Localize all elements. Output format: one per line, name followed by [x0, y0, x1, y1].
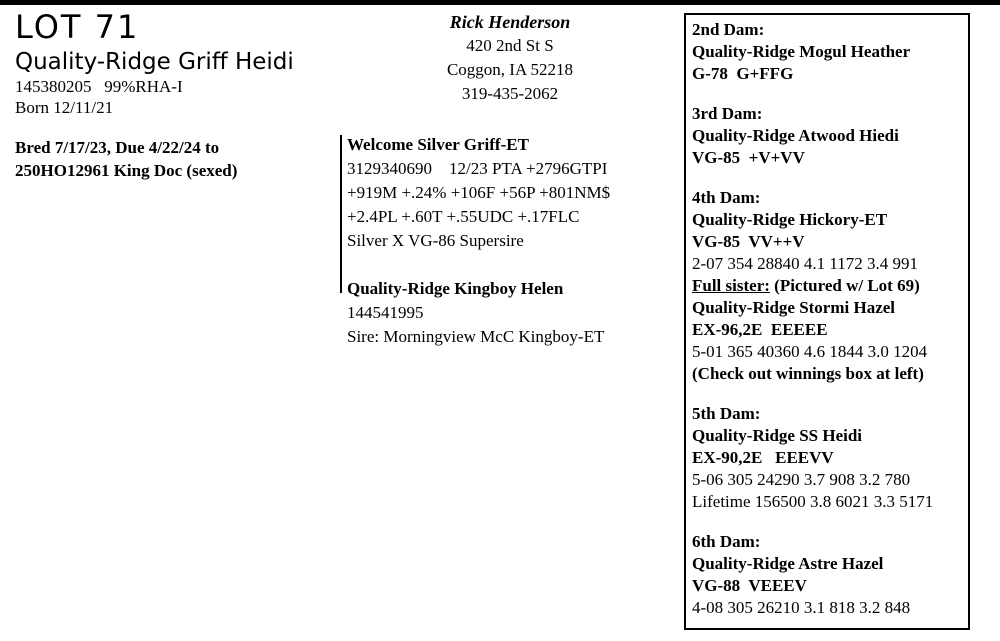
lot-header: [15, 8, 335, 182]
dam-label: 3rd Dam:: [692, 104, 763, 123]
full-sister-label: Full sister:: [692, 276, 770, 295]
pedigree-block: [347, 133, 677, 349]
dam-2: [692, 19, 968, 85]
dam-score: VG-85 +V+VV: [692, 148, 805, 167]
sire-line-2: +919M +.24% +106F +56P +801NM$: [347, 183, 611, 202]
dam-5: [692, 403, 968, 513]
breeding-info: [15, 136, 335, 182]
animal-name: Quality-Ridge Griff Heidi: [15, 49, 294, 75]
sister-score: EX-96,2E EEEEE: [692, 320, 828, 339]
dam-score: VG-88 VEEEV: [692, 576, 807, 595]
top-rule: [0, 0, 1000, 5]
sire-line-4: Silver X VG-86 Supersire: [347, 231, 524, 250]
dam-name: Quality-Ridge Kingboy Helen: [347, 279, 564, 298]
full-sister-note: (Pictured w/ Lot 69): [769, 276, 920, 295]
dam-score: G-78 G+FFG: [692, 64, 794, 83]
consignor-name: Rick Henderson: [449, 12, 571, 32]
lot-title: LOT 71: [15, 8, 140, 46]
bred-line-2: 250HO12961 King Doc (sexed): [15, 161, 238, 180]
dam-registration: 144541995: [347, 303, 424, 322]
dam-score: VG-85 VV++V: [692, 232, 805, 251]
sire-name: Welcome Silver Griff-ET: [347, 135, 529, 154]
consignor-address: 420 2nd St S: [466, 36, 554, 55]
consignor-city: Coggon, IA 52218: [446, 60, 574, 79]
dam-label: 6th Dam:: [692, 532, 761, 551]
dam-4: [692, 187, 968, 385]
dam-name: Quality-Ridge Hickory-ET: [692, 210, 888, 229]
bred-line-1: Bred 7/17/23, Due 4/22/24 to: [15, 138, 220, 157]
sister-note: (Check out winnings box at left): [692, 364, 924, 383]
dam-lifetime: Lifetime 156500 3.8 6021 3.3 5171: [692, 492, 934, 511]
dam-name: Quality-Ridge Atwood Hiedi: [692, 126, 899, 145]
sister-record: 5-01 365 40360 4.6 1844 3.0 1204: [692, 342, 928, 361]
dam-name: Quality-Ridge SS Heidi: [692, 426, 863, 445]
dam-name: Quality-Ridge Astre Hazel: [692, 554, 884, 573]
dam-3: [692, 103, 968, 169]
dam-6: [692, 531, 968, 619]
consignor-block: [400, 10, 620, 106]
dam-label: 2nd Dam:: [692, 20, 765, 39]
dam-sire: Sire: Morningview McC Kingboy-ET: [347, 327, 605, 346]
birth-date: Born 12/11/21: [15, 98, 114, 117]
dam-score: EX-90,2E EEEVV: [692, 448, 834, 467]
dam-label: 5th Dam:: [692, 404, 761, 423]
sire-line-3: +2.4PL +.60T +.55UDC +.17FLC: [347, 207, 580, 226]
sire-line-1: 3129340690 12/23 PTA +2796GTPI: [347, 159, 608, 178]
dam-record: 5-06 305 24290 3.7 908 3.2 780: [692, 470, 911, 489]
dams-box: [684, 13, 970, 630]
dam-label: 4th Dam:: [692, 188, 761, 207]
registration-line: 145380205 99%RHA-I: [15, 77, 183, 96]
full-sister-line: [692, 275, 968, 297]
dam-name: Quality-Ridge Mogul Heather: [692, 42, 911, 61]
dam-record: 4-08 305 26210 3.1 818 3.2 848: [692, 598, 911, 617]
dam-record: 2-07 354 28840 4.1 1172 3.4 991: [692, 254, 919, 273]
consignor-phone: 319-435-2062: [461, 84, 559, 103]
sister-name: Quality-Ridge Stormi Hazel: [692, 298, 896, 317]
